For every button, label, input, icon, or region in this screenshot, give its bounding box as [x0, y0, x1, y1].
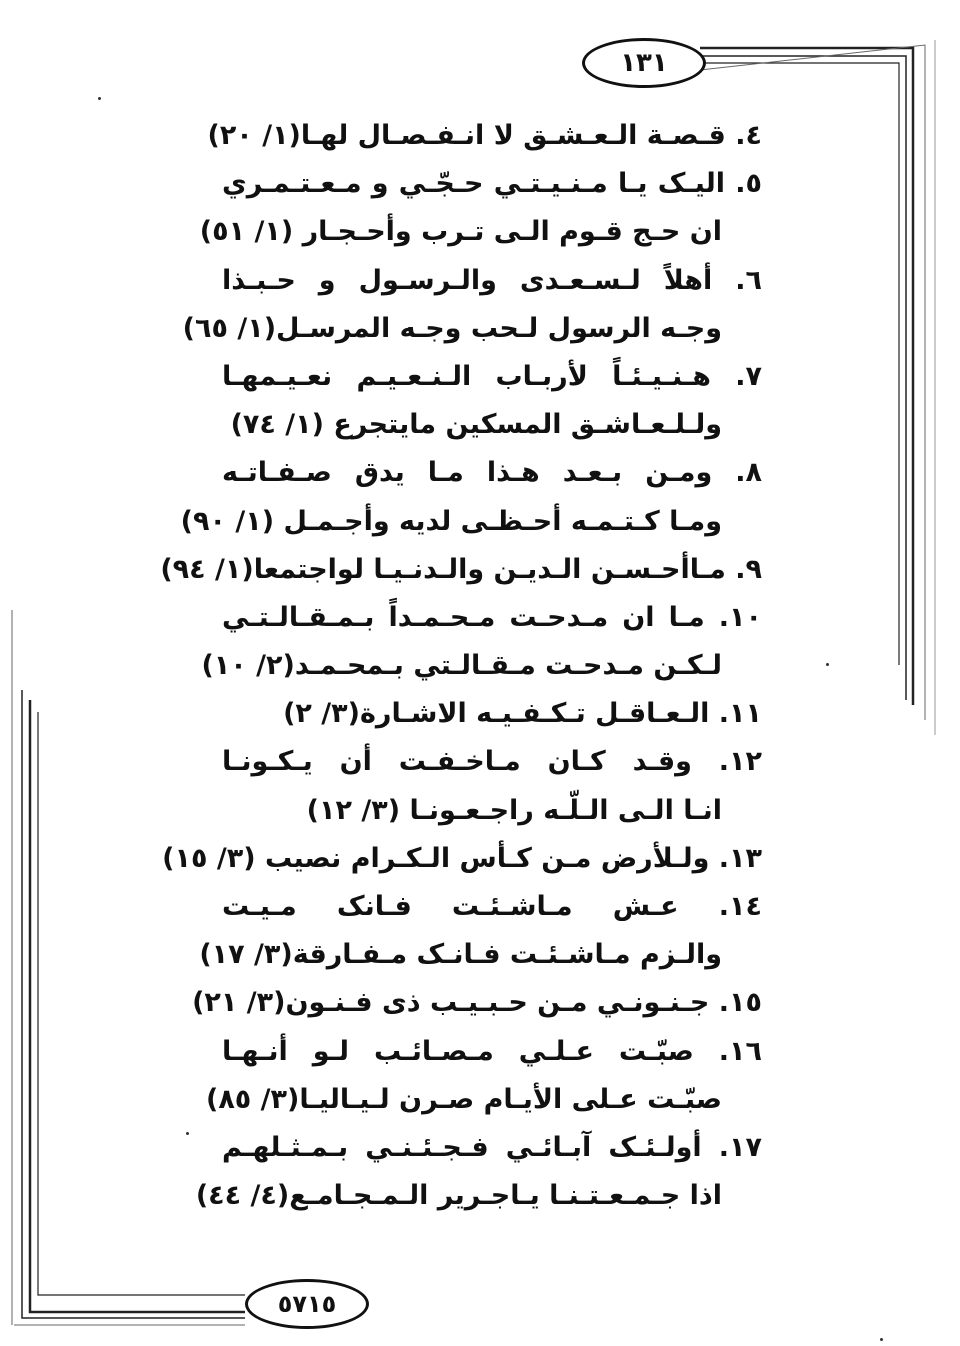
- verse-list: [160, 112, 762, 1220]
- verse-line: ومـا كـتـمـه أحـظـى لديه وأجـمـل (١/ ٩٠): [180, 505, 722, 537]
- verse-line: لـكـن مـدحـت مـقـالـتي بـمحـمـد(٢/ ١٠): [201, 650, 722, 682]
- verse-line: والـزم مـاشـئـت فـانـک مـفـارقة(٣/ ١٧): [199, 939, 722, 971]
- verse-line: ٧. هـنـيـئـاً لأربـاب الـنـعـيـم نعـيـمهـا: [222, 360, 762, 392]
- footer-page-number: ٥٧١٥: [245, 1279, 369, 1329]
- verse-line: اذا جـمـعـتـنـا يـاجـرير الـمـجـامـع(٤/ ٤٤): [195, 1180, 722, 1212]
- verse-line: صبّـت عـلى الأيـام صـرن لـيـاليـا(٣/ ٨٥): [205, 1083, 722, 1115]
- verse-line: ٨. ومـن بـعـد هـذا مـا يدق صـفـاتـه: [222, 457, 762, 489]
- verse-line: ٩. مـاأحـسـن الـديـن والـدنـيـا لواجتمعا(١/ ٩٤): [160, 553, 762, 585]
- verse-line: ١٥. جـنـونـي مـن حـبـيـب ذى فـنـون(٣/ ٢١): [192, 987, 762, 1019]
- verse-line: ١٣. ولـلأرض مـن كـأس الـكـرام نصيب (٣/ ١٥): [162, 842, 762, 874]
- verse-line: ٥. اليـک يـا مـنـيـتـي حـجّـي و مـعـتـمـري: [222, 168, 762, 200]
- verse-line: ١٧. أولـئـک آبـائـي فـجـئـنـي بـمـثـلهـم: [222, 1131, 762, 1163]
- verse-line: ٦. أهلاً لـسـعـدى والـرسـول و حـبـذا: [222, 264, 762, 296]
- header-page-number: ١٣١: [582, 38, 706, 88]
- verse-line: وجـه الرسول لـحب وجـه المرسـل(١/ ٦٥): [182, 312, 722, 344]
- scan-speck: [98, 97, 101, 100]
- verse-line: ١٦. صبّـت عـلـي مـصـائـب لـو أنـهـا: [222, 1035, 762, 1067]
- verse-line: انـا الـى الـلّـه راجـعـونـا (٣/ ١٢): [306, 794, 722, 826]
- verse-line: ان حـج قـوم الـى تـرب وأحـجـار (١/ ٥١): [199, 216, 722, 248]
- verse-line: ١٠. مـا ان مـدحـت مـحـمـداً بـمـقـالـتـي: [222, 601, 762, 633]
- verse-line: ١٢. وقـد كـان مـاخـفـت أن يـكـونـا: [222, 746, 762, 778]
- scan-speck: [880, 1338, 883, 1341]
- verse-line: ١٤. عـش مـاشـئـت فـانک مـيـت: [222, 891, 762, 922]
- verse-line: ٤. قـصـة الـعـشـق لا انـفـصـال لهـا(١/ ٢٠): [207, 120, 762, 151]
- scan-speck: [186, 1132, 189, 1135]
- scan-speck: [826, 663, 829, 666]
- verse-line: ولـلـعـاشـق المسكين مايتجرع (١/ ٧٤): [230, 409, 722, 441]
- verse-line: ١١. الـعـاقـل تـكـفـيـه الاشـارة(٣/ ٢): [283, 698, 762, 730]
